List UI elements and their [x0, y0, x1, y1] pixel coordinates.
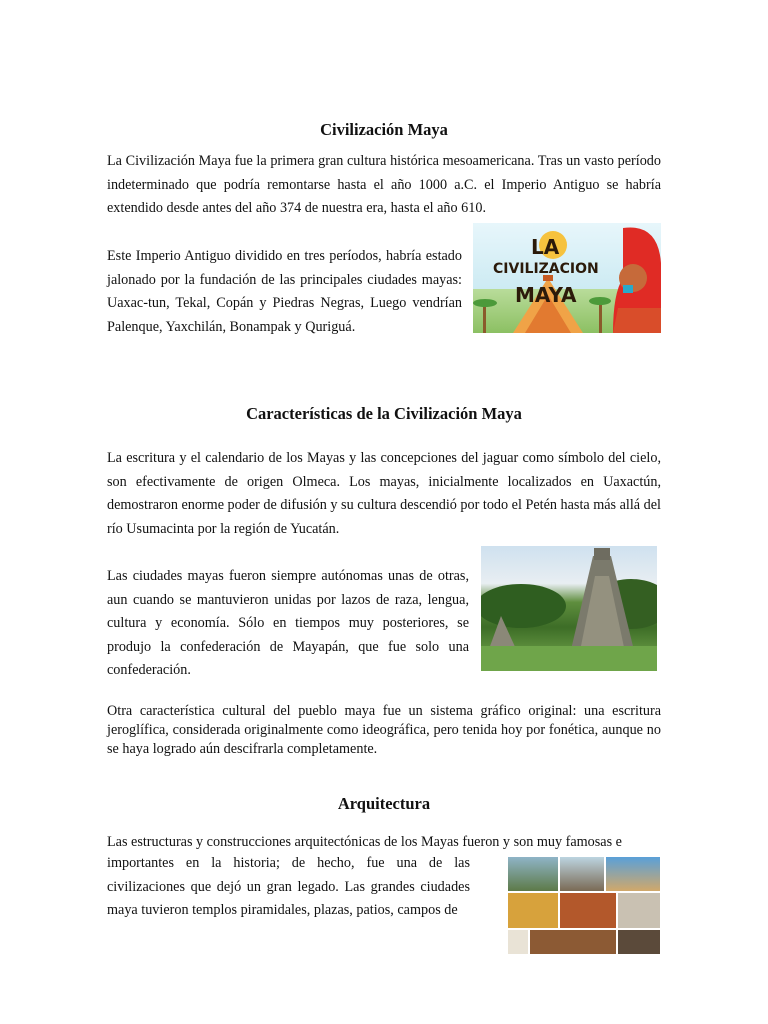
- pyramid-photo: [481, 546, 657, 671]
- collage-chichen-itza: [606, 857, 660, 891]
- collage-ruins: [508, 857, 558, 891]
- heading-civilizacion-maya: Civilización Maya: [320, 120, 448, 139]
- heading-caracteristicas: Características de la Civilización Maya: [246, 404, 522, 423]
- paragraph-imperio-antiguo: Este Imperio Antiguo dividido en tres períodos, habría estado jalonado por la fundación de las principales ciudades mayas: Uaxac-tun, Tekal, Copán y Piedras Negras, Luego vendrían Palenque, Yaxchilán, Bonampak y Quriguá.: [107, 248, 462, 335]
- collage-artifacts: [530, 930, 616, 954]
- collage-calendar: [618, 893, 660, 928]
- paragraph-intro: La Civilización Maya fue la primera gran cultura histórica mesoamericana. Tras un vasto período indeterminado que podría remontarse hasta el año 1000 a.C. el Imperio Antiguo se habría extendido desde antes del año 374 de nuestra era, hasta el año 610.: [107, 153, 661, 216]
- collage-glyph: [508, 930, 528, 954]
- paragraph-arquitectura-line1: Las estructuras y construcciones arquitectónicas de los Mayas fueron y son muy famosas e: [107, 834, 622, 850]
- collage-mural-1: [508, 893, 558, 928]
- paragraph-sistema-grafico: Otra característica cultural del pueblo maya fue un sistema gráfico original: una escritura jeroglífica, considerada originalmente como ideográfica, pero tenida hoy por fonética, aunque no se haya logrado aún descifrarla completamente.: [107, 703, 661, 757]
- illustration-text-civilizacion: CIVILIZACION: [493, 261, 599, 277]
- civilizacion-maya-illustration: [473, 223, 661, 333]
- collage-temple: [560, 857, 604, 891]
- collage-statue: [618, 930, 660, 954]
- heading-arquitectura: Arquitectura: [337, 794, 431, 813]
- paragraph-ciudades-autonomas: Las ciudades mayas fueron siempre autónomas unas de otras, aun cuando se mantuvieron unidas por lazos de raza, lengua, cultura y economía. Sólo en tiempos muy posteriores, se produjo la confederación de Mayapán, que fue solo una confederación.: [107, 568, 469, 678]
- paragraph-arquitectura: importantes en la historia; de hecho, fue una de las civilizaciones que dejó un gran legado. Las grandes ciudades maya tuvieron templos piramidales, plazas, patios, campos de: [107, 855, 470, 918]
- illustration-art: [473, 223, 661, 333]
- paragraph-escritura-calendario: La escritura y el calendario de los Mayas y las concepciones del jaguar como símbolo del cielo, son efectivamente de origen Olmeca. Los mayas, inicialmente localizados en Uaxactún, demostraron enorme poder de difusión y su cultura descendió por todo el Petén hasta más allá del río Usumacinta por la región de Yucatán.: [107, 450, 661, 537]
- illustration-text-la: LA: [531, 235, 560, 259]
- maya-collage: [508, 857, 660, 954]
- collage-mural-2: [560, 893, 616, 928]
- pyramid-photo-art: [481, 546, 657, 671]
- illustration-text-maya: MAYA: [515, 283, 577, 307]
